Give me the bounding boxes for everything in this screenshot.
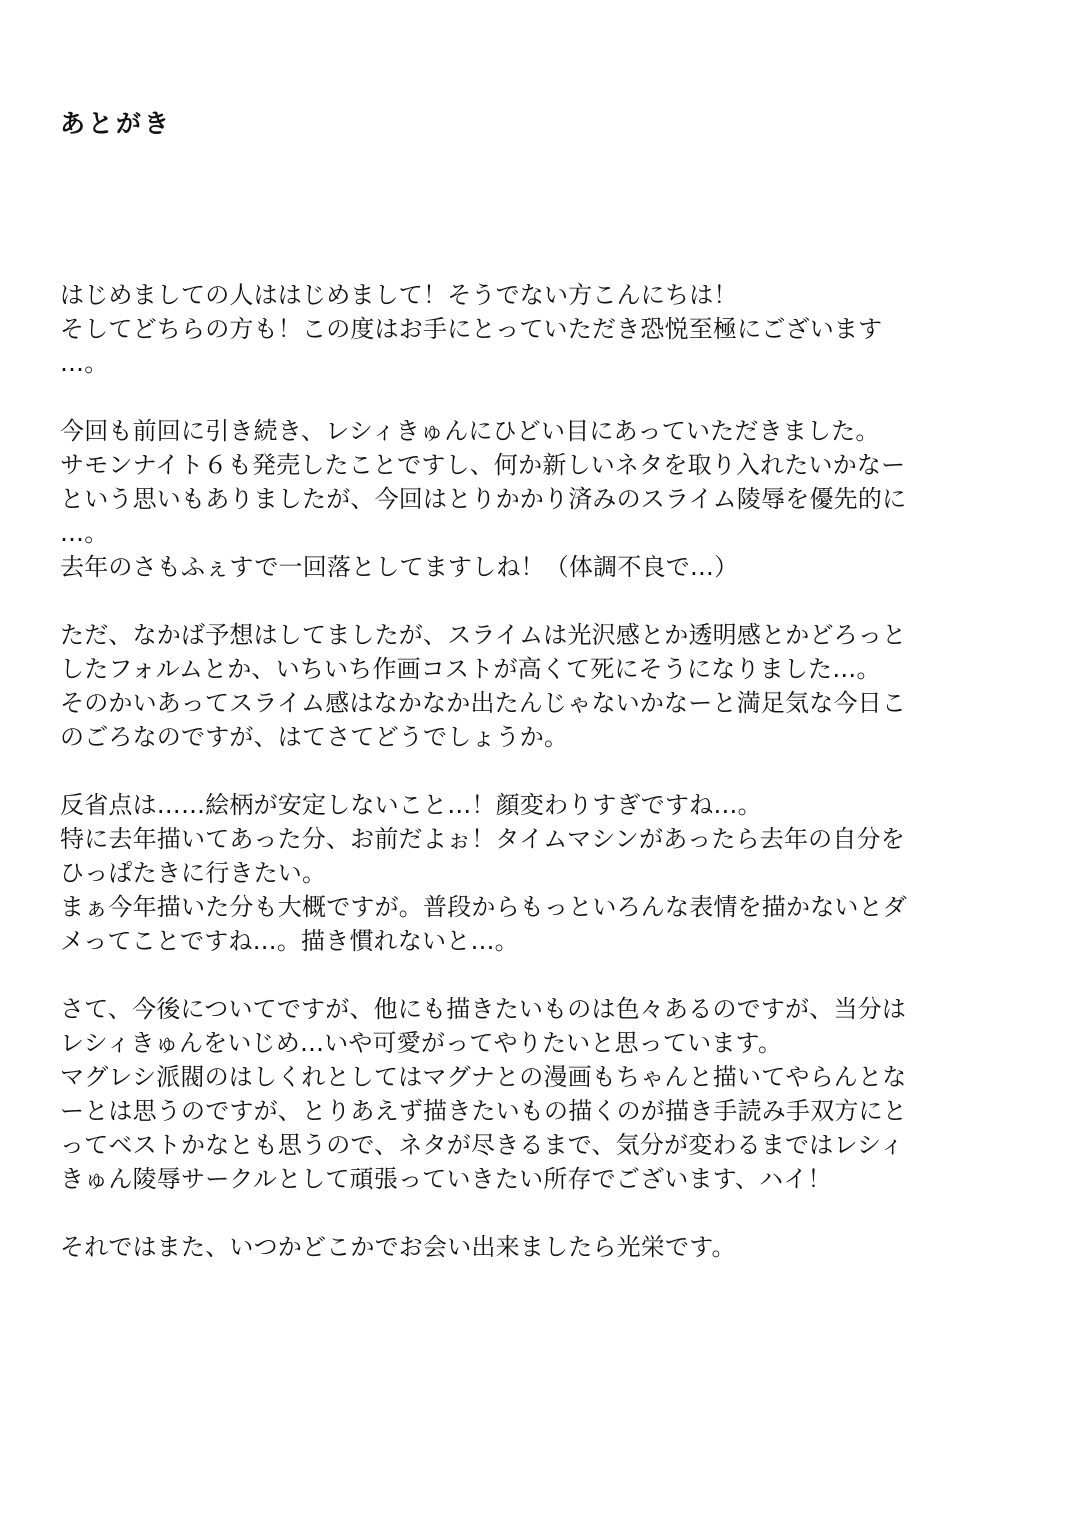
paragraph-closing [60, 1230, 880, 1264]
text-line: 反省点は……絵柄が安定しないこと…！顔変わりすぎですね…。 [60, 791, 762, 819]
paragraph-slime [60, 618, 907, 754]
text-line: さて、今後についてですが、他にも描きたいものは色々あるのですが、当分は [60, 995, 907, 1023]
text-line: という思いもありましたが、今回はとりかかり済みのスライム陵辱を優先的に [60, 485, 907, 513]
text-line: レシィきゅんをいじめ…いや可愛がってやりたいと思っています。 [60, 1029, 783, 1057]
paragraph-this-time [60, 414, 907, 584]
text-line: はじめましての人ははじめまして！そうでない方こんにちは！ [60, 281, 738, 309]
text-line: そのかいあってスライム感はなかなか出たんじゃないかなーと満足気な今日こ [60, 689, 907, 717]
text-line: ーとは思うのですが、とりあえず描きたいもの描くのが描き手読み手双方にと [60, 1097, 907, 1125]
text-line: メってことですね…。描き慣れないと…。 [60, 927, 519, 955]
text-line: ひっぱたきに行きたい。 [60, 859, 327, 887]
text-line: きゅん陵辱サークルとして頑張っていきたい所存でございます、ハイ！ [60, 1165, 832, 1193]
text-line: まぁ今年描いた分も大概ですが。普段からもっといろんな表情を描かないとダ [60, 893, 907, 921]
text-line: …。 [60, 519, 109, 547]
text-line: ただ、なかば予想はしてましたが、スライムは光沢感とか透明感とかどろっと [60, 621, 907, 649]
paragraph-reflection [60, 788, 907, 958]
paragraph-future [60, 992, 907, 1196]
text-line: 今回も前回に引き続き、レシィきゅんにひどい目にあっていただきました。 [60, 417, 880, 445]
text-line: 特に去年描いてあった分、お前だよぉ！タイムマシンがあったら去年の自分を [60, 825, 905, 853]
paragraph-greeting [60, 278, 883, 380]
text-line: したフォルムとか、いちいち作画コストが高くて死にそうになりました…。 [60, 655, 881, 683]
text-line: 去年のさもふぇすで一回落としてますしね！（体調不良で…） [60, 553, 739, 581]
text-line: …。 [60, 349, 109, 377]
text-line: ってベストかなとも思うので、ネタが尽きるまで、気分が変わるまではレシィ [60, 1131, 904, 1159]
page-title: あとがき [60, 109, 173, 138]
text-line: のごろなのですが、はてさてどうでしょうか。 [60, 723, 569, 751]
text-line: そしてどちらの方も！この度はお手にとっていただき恐悦至極にございます [60, 315, 883, 343]
text-line: サモンナイト６も発売したことですし、何か新しいネタを取り入れたいかなー [60, 451, 906, 479]
text-line: マグレシ派閥のはしくれとしてはマグナとの漫画もちゃんと描いてやらんとな [60, 1063, 907, 1091]
text-line: それではまた、いつかどこかでお会い出来ましたら光栄です。 [60, 1233, 736, 1261]
afterword-body [60, 278, 907, 1298]
